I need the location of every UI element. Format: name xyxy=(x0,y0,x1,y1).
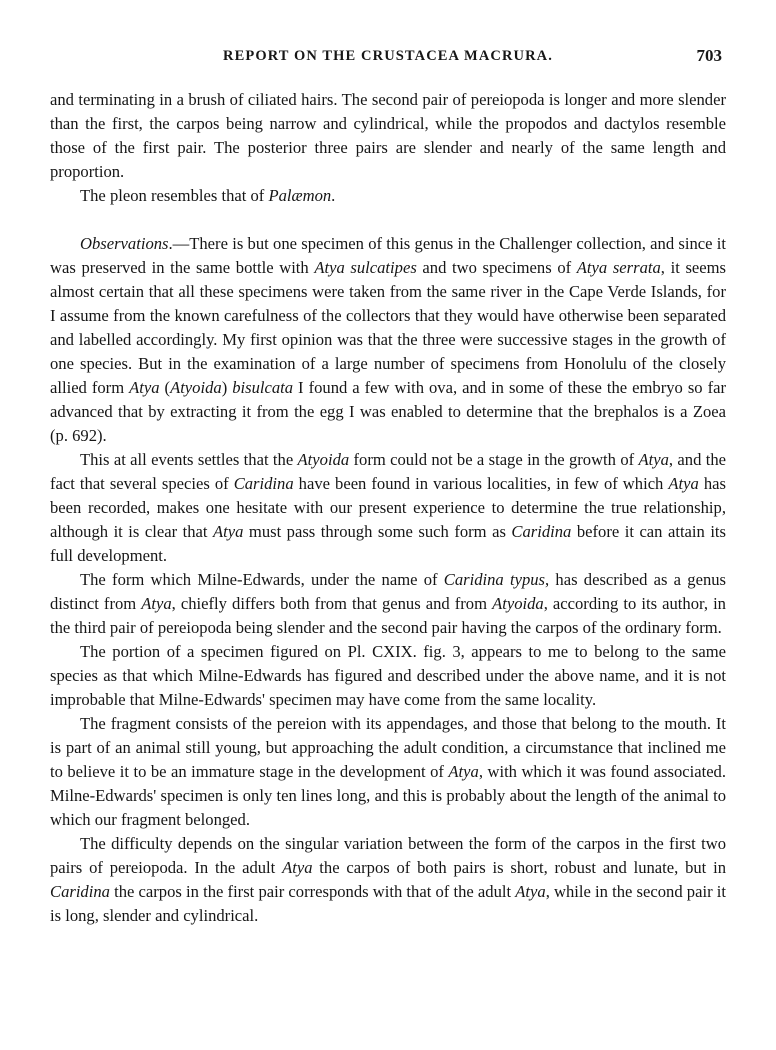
italic-term: Caridina xyxy=(50,882,110,901)
paragraph-continuation xyxy=(50,88,726,184)
text-run: The pleon resembles that of xyxy=(80,186,269,205)
italic-term: Caridina xyxy=(233,474,294,493)
italic-term: Atya xyxy=(282,858,313,877)
italic-term: Atya sulcatipes xyxy=(314,258,417,277)
page-number: 703 xyxy=(696,46,722,65)
text-run: The portion of a specimen figured on Pl. CXIX. fig. 3, appears to me to belong to the same species as that which Milne-Edwards has figured and described under the above name, and it is not improbable that Milne-Edwards' specimen may have come from the same locality. xyxy=(50,642,726,709)
text-run: The fragment consists of the pereion with its appendages, and those that belong to the mouth. It is part of an animal still young, but approaching the adult condition, a circumstance that inclined me to believe it to be an immature stage in the development of xyxy=(50,714,726,781)
text-run: has been recorded, makes one hesitate with our present experience to determine the true relationship, although it is clear that xyxy=(50,474,726,541)
italic-term: Observations xyxy=(80,234,169,253)
text-run: the carpos in the first pair corresponds with that of the adult xyxy=(109,882,516,901)
text-run: before it can attain its full development. xyxy=(50,522,727,565)
text-run: and terminating in a brush of ciliated hairs. The second pair of pereiopoda is longer and more slender than the first, the carpos being narrow and cylindrical, while the propodos and dactylos resemble those of the first pair. The posterior three pairs are slender and nearly of the same length and proportion. xyxy=(50,90,726,181)
text-run: , while in the second pair it is long, slender and cylindrical. xyxy=(50,882,726,925)
text-run: I found a few with ova, and in some of these the embryo so far advanced that by extracting it from the egg I was enabled to determine that the brephalos is a Zoea (p. 692). xyxy=(50,378,726,445)
italic-term: Atyoida xyxy=(170,378,222,397)
text-run: must pass through some such form as xyxy=(243,522,512,541)
text-run: The difficulty depends on the singular variation between the form of the carpos in the first two pairs of pereiopoda. In the adult xyxy=(50,834,726,877)
body-text xyxy=(50,88,726,928)
italic-term: Atya xyxy=(668,474,699,493)
text-run: , and the fact that several species of xyxy=(50,450,727,493)
paragraph-difficulty xyxy=(50,832,726,928)
italic-term: Palæmon xyxy=(268,186,332,205)
italic-term: Atya xyxy=(129,378,160,397)
italic-term: Caridina typus xyxy=(443,570,546,589)
text-run: , with which it was found associated. Milne-Edwards' specimen is only ten lines long, and this is probably about the length of the animal to which our fragment belonged. xyxy=(50,762,726,829)
text-run: form could not be a stage in the growth of xyxy=(349,450,639,469)
text-run: , according to its author, in the third pair of pereiopoda being slender and the second pair having the carpos of the ordinary form. xyxy=(50,594,726,637)
page-header xyxy=(50,40,726,70)
italic-term: Caridina xyxy=(511,522,572,541)
italic-term: Atya xyxy=(212,522,244,541)
text-run: .—There is but one specimen of this genus in the Challenger collection, and since it was preserved in the same bottle with xyxy=(50,234,726,277)
italic-term: Atyoida xyxy=(297,450,350,469)
text-run: , chiefly differs both from that genus and from xyxy=(171,594,493,613)
paragraph-fragment xyxy=(50,712,726,832)
paragraph-atyoida-form xyxy=(50,448,726,568)
text-run: . xyxy=(331,186,336,205)
italic-term: bisulcata xyxy=(232,378,294,397)
running-title: REPORT ON THE CRUSTACEA MACRURA. xyxy=(223,48,553,64)
text-run: This at all events settles that the xyxy=(80,450,298,469)
italic-term: Atyoida xyxy=(492,594,544,613)
paragraph-milne-edwards xyxy=(50,568,726,640)
text-run: ( xyxy=(159,378,171,397)
text-run: and two specimens of xyxy=(416,258,577,277)
paragraph-observations xyxy=(50,232,726,448)
text-run: The form which Milne-Edwards, under the name of xyxy=(80,570,444,589)
italic-term: Atya xyxy=(448,762,479,781)
text-run: the carpos of both pairs is short, robust and lunate, but in xyxy=(312,858,727,877)
italic-term: Atya xyxy=(515,882,546,901)
paragraph-pleon xyxy=(50,184,726,208)
text-run: , has described as a genus distinct from xyxy=(50,570,727,613)
document-page xyxy=(50,40,726,928)
paragraph-specimen-figured xyxy=(50,640,726,712)
text-run: have been found in various localities, in few of which xyxy=(293,474,669,493)
italic-term: Atya serrata xyxy=(576,258,661,277)
italic-term: Atya xyxy=(638,450,669,469)
text-run: , it seems almost certain that all these specimens were taken from the same river in the Cape Verde Islands, for I assume from the known carefulness of the collectors that they would have otherwise been separated and labelled accordingly. My first opinion was that the three were successive stages in the growth of one species. But in the examination of a large number of specimens from Honolulu of the closely allied form xyxy=(50,258,727,397)
text-run: ) xyxy=(221,378,233,397)
italic-term: Atya xyxy=(141,594,172,613)
